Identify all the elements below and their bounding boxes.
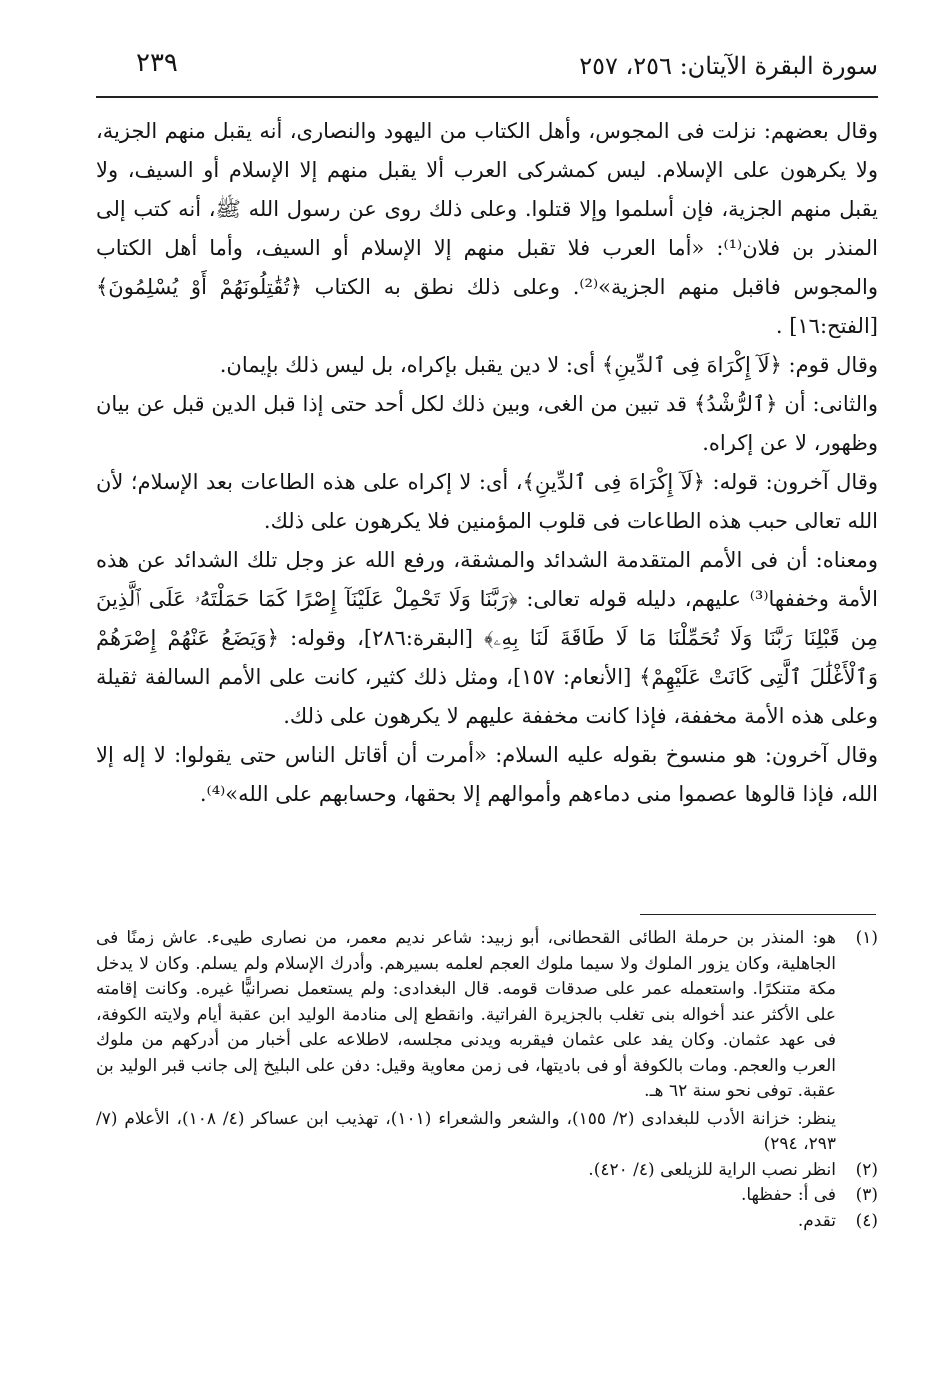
- footnote-number: (١): [855, 928, 878, 948]
- paragraph: ومعناه: أن فى الأمم المتقدمة الشدائد والمشقة، ورفع الله عز وجل تلك الشدائد عن هذه الأمة وخففها⁽³⁾ عليهم، دليله قوله تعالى: ﴿رَبَّنَا وَلَا تَحْمِلْ عَلَيْنَآ إِصْرًا كَمَا حَمَلْتَهُۥ عَلَى ٱلَّذِينَ مِن قَبْلِنَا رَبَّنَا وَلَا تُحَمِّلْنَا مَا لَا طَاقَةَ لَنَا بِهِۦ﴾ [البقرة:٢٨٦]، وقوله: ﴿وَيَضَعُ عَنْهُمْ إِصْرَهُمْ وَٱلْأَغْلَٰلَ ٱلَّتِى كَانَتْ عَلَيْهِمْ﴾ [الأنعام: ١٥٧]، ومثل ذلك كثير، كانت على الأمم السالفة ثقيلة وعلى هذه الأمة مخففة، فإذا كانت مخففة عليهم لا يكرهون على ذلك.: [96, 548, 878, 728]
- main-text: [96, 112, 878, 814]
- footnote-text: فى أ: حفظها.: [740, 1185, 836, 1205]
- footnote-separator: [640, 914, 876, 915]
- paragraph: وقال قوم: ﴿لَآ إِكْرَاهَ فِى ٱلدِّينِ﴾ أى: لا دين يقبل بإكراه، بل ليس ذلك بإيمان.: [219, 353, 878, 377]
- paragraph: وقال بعضهم: نزلت فى المجوس، وأهل الكتاب من اليهود والنصارى، أنه يقبل منهم الجزية، ولا يكرهون على الإسلام. ليس كمشركى العرب ألا يقبل منهم إلا الإسلام أو السيف، ولا يقبل منهم الجزية، فإن أسلموا وإلا قتلوا. وعلى ذلك روى عن رسول الله ﷺ، أنه كتب إلى المنذر بن فلان⁽¹⁾: «أما العرب فلا تقبل منهم إلا الإسلام أو السيف، وأما أهل الكتاب والمجوس فاقبل منهم الجزية»⁽²⁾. وعلى ذلك نطق به الكتاب ﴿تُقَٰتِلُونَهُمْ أَوْ يُسْلِمُونَ﴾[الفتح:١٦] .: [96, 119, 878, 338]
- footnote-text: تقدم.: [797, 1210, 836, 1231]
- page-header: [96, 40, 878, 98]
- footnote-number: (٣): [855, 1185, 878, 1205]
- footnote-text: انظر نصب الراية للزيلعى (٤/ ٤٢٠).: [588, 1159, 836, 1180]
- footnote-reference: ينظر: خزانة الأدب للبغدادى (٢/ ١٥٥)، والشعر والشعراء (١٠١)، تهذيب ابن عساكر (٤/ ١٠٨)، الأعلام (٧/ ٢٩٣، ٢٩٤): [96, 1108, 837, 1154]
- footnote-item: [96, 1158, 878, 1184]
- footnote-number: (٢): [855, 1159, 878, 1180]
- footnote-item: [96, 1183, 878, 1209]
- paragraph: وقال آخرون: هو منسوخ بقوله عليه السلام: «أمرت أن أقاتل الناس حتى يقولوا: لا إله إلا الله، فإذا قالوها عصموا منى دماءهم وأموالهم إلا بحقها، وحسابهم على الله»⁽⁴⁾.: [96, 743, 878, 806]
- footnote-text: هو: المنذر بن حرملة الطائى القحطانى، أبو زبيد: شاعر نديم معمر، من نصارى طيىء. عاش زمنًا فى الجاهلية، وكان يزور الملوك ولا سيما ملوك العجم لعلمه بسيرهم. وأدرك الإسلام ولم يسلم. وكان لا يدخل مكة متنكرًا. واستعمله عمر على صدقات قومه. قال البغدادى: ولم يستعمل نصرانيًّا غيره. وكانت إقامته على الأكثر عند أخواله بنى تغلب بالجزيرة الفراتية. وانقطع إلى منادمة الوليد ابن عقبة أيام ولايته الكوفة، فى عهد عثمان. وكان يفد على عثمان فيقربه ويدنى مجلسه، لاطلاعه على أخبار من أدركهم من ملوك العرب والعجم. ومات بالكوفة أو فى باديتها، فى زمن معاوية وقيل: دفن على البليخ إلى جانب قبر الوليد بن عقبة. توفى نحو سنة ٦٢ هـ.: [96, 928, 836, 1101]
- header-rule: [96, 96, 878, 98]
- footnote-item: [96, 1209, 878, 1235]
- paragraph: والثانى: أن ﴿ٱلرُّشْدُ﴾ قد تبين من الغى، وبين ذلك لكل أحد حتى إذا قبل الدين قبل عن بيان وظهور، لا عن إكراه.: [96, 392, 878, 455]
- chapter-title: سورة البقرة الآيتان: ٢٥٦، ٢٥٧: [579, 52, 878, 80]
- footnote-item: [96, 926, 878, 1158]
- page-number: ٢٣٩: [136, 48, 178, 78]
- footnote-number: (٤): [855, 1210, 878, 1231]
- paragraph: وقال آخرون: قوله: ﴿لَآ إِكْرَاهَ فِى ٱلدِّينِ﴾، أى: لا إكراه على هذه الطاعات بعد الإسلام؛ لأن الله تعالى حبب هذه الطاعات فى قلوب المؤمنين فلا يكرهون على ذلك.: [96, 470, 878, 533]
- footnotes: [96, 926, 878, 1234]
